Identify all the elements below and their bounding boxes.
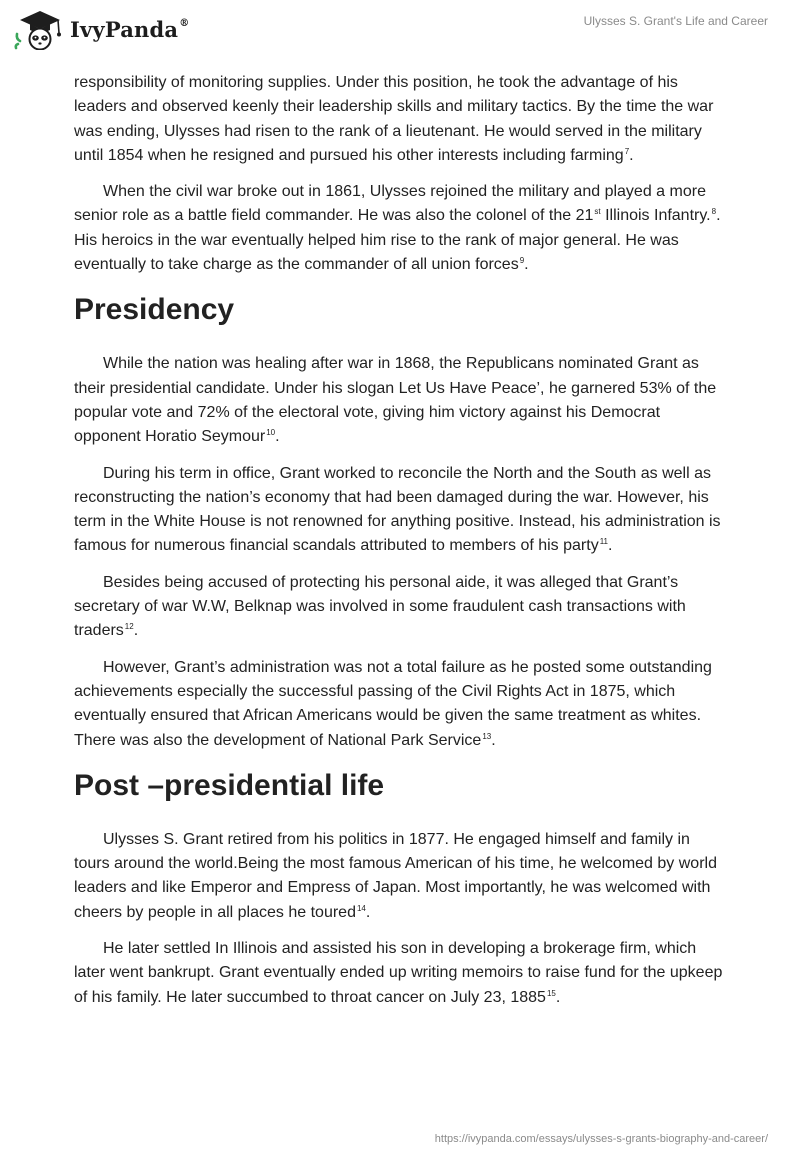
footnote-ref[interactable]: 13 <box>482 731 492 741</box>
paragraph: responsibility of monitoring supplies. Under this position, he took the advantage of his leaders and observed keenly their leadership skills and military tactics. By the time the war was ending, Ulysses had risen to the rank of a lieutenant. He would served in the military until 1854 when he resigned and pursued his other interests including farming$^7$. <box>74 74 714 164</box>
paragraph: He later settled In Illinois and assisted his son in developing a brokerage firm, which later went bankrupt. Grant eventually ended up writing memoirs to raise fund for the upkeep of his family. He later succumbed to throat cancer on July 23, 1885$^{15}$. <box>74 940 723 1006</box>
footnote-ref[interactable]: 8 <box>711 207 717 217</box>
panda-graduation-icon <box>14 8 66 50</box>
ivypanda-logo[interactable] <box>14 8 189 50</box>
paragraph: Ulysses S. Grant retired from his politics in 1877. He engaged himself and family in tours around the world.Being the most famous American of his time, he welcomed by world leaders and like Emperor and Empress of Japan. Most importantly, he was welcomed with cheers by people in all places he toured$^{14}$. <box>74 830 717 921</box>
footnote-ref[interactable]: 9 <box>519 256 525 266</box>
document-title: Ulysses S. Grant's Life and Career <box>583 14 768 28</box>
footnote-ref[interactable]: 14 <box>356 903 366 913</box>
section-heading: Presidency <box>74 293 235 327</box>
footnote-ref[interactable]: 7 <box>624 146 630 156</box>
brand-name: IvyPanda® <box>70 16 190 42</box>
footnote-ref[interactable]: 11 <box>599 537 609 547</box>
paragraph: Besides being accused of protecting his personal aide, it was alleged that Grant’s secretary of war W.W, Belknap was involved in some fraudulent cash transactions with traders$^{12}$. <box>74 573 686 640</box>
footnote-ref[interactable]: 10 <box>266 428 276 438</box>
paragraph: When the civil war broke out in 1861, Ulysses rejoined the military and played a more senior role as a battle field commander. He was also the colonel of the 21st Illinois Infantry.$^8$. His heroics in the war eventually helped him rise to the rank of major general. He was eventually to take charge as the commander of all union forces$^9$. <box>74 183 721 274</box>
footnote-ref[interactable]: 15 <box>546 988 556 998</box>
essay-body <box>74 71 728 1022</box>
footnote-ref[interactable]: 12 <box>124 622 134 632</box>
section-heading: Post –presidential life <box>74 768 385 802</box>
source-url[interactable]: https://ivypanda.com/essays/ulysses-s-grants-biography-and-career/ <box>434 1133 768 1145</box>
paragraph: During his term in office, Grant worked to reconcile the North and the South as well as reconstructing the nation’s economy that had been damaged during the war. However, his term in the White House is not renowned for anything positive. Instead, his administration is famous for numerous financial scandals attributed to members of his party$^{11}$. <box>74 464 721 555</box>
paragraph: However, Grant’s administration was not a total failure as he posted some outstanding achievements especially the successful passing of the Civil Rights Act in 1875, which eventually ensured that African Americans would be given the same treatment as whites. There was also the development of National Park Service$^{13}$. <box>74 658 712 749</box>
page-header <box>0 0 800 70</box>
paragraph: While the nation was healing after war in 1868, the Republicans nominated Grant as their presidential candidate. Under his slogan Let Us Have Peace’, he garnered 53% of the popular vote and 72% of the electoral vote, giving him victory against his Democrat opponent Horatio Seymour$^{10}$. <box>74 355 717 446</box>
